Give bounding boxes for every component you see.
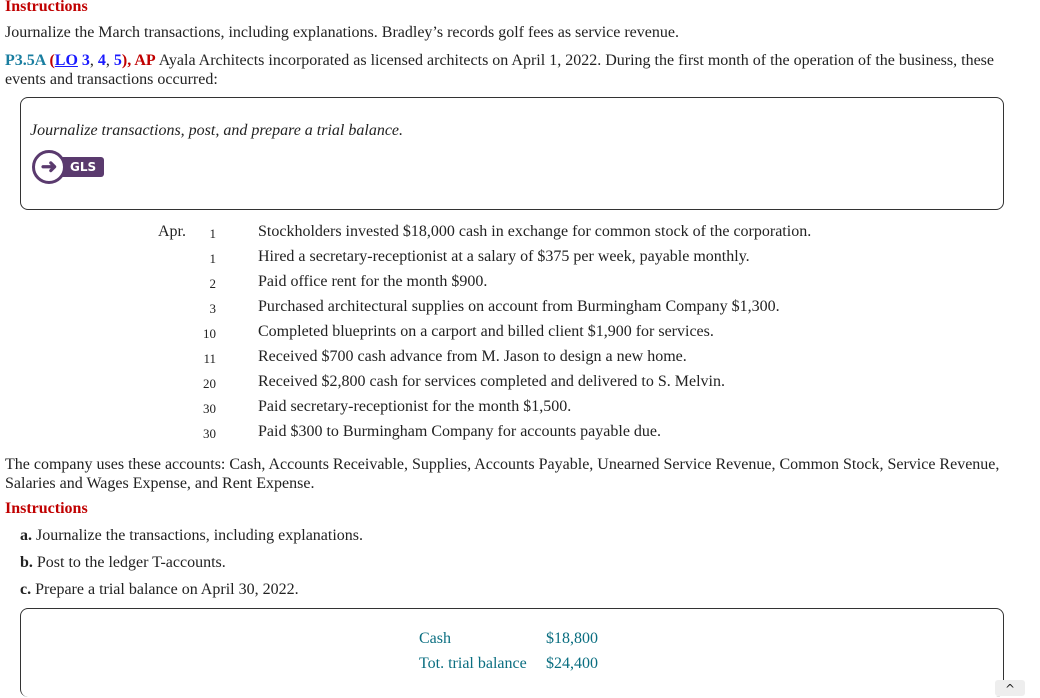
check-label-total: Tot. trial balance bbox=[419, 655, 527, 672]
check-value-total: $24,400 bbox=[546, 655, 598, 672]
chevron-up-icon: ^ bbox=[1004, 682, 1016, 696]
transaction-row bbox=[0, 398, 1040, 423]
transaction-row bbox=[0, 298, 1040, 323]
transaction-month: Apr. bbox=[158, 223, 186, 240]
transaction-row bbox=[0, 423, 1040, 448]
check-figures-box bbox=[20, 608, 1004, 697]
transaction-row bbox=[0, 323, 1040, 348]
lo-open: ( bbox=[45, 52, 55, 69]
transaction-day: 1 bbox=[209, 226, 216, 241]
step-b: b. Post to the ledger T-accounts. bbox=[20, 554, 226, 571]
transaction-text: Paid office rent for the month $900. bbox=[258, 273, 488, 290]
instructions-heading: Instructions bbox=[5, 0, 88, 15]
problem-text: Ayala Architects incorporated as licensed architects on April 1, 2022. During the first month of the operation of the business, these events and transactions occurred: bbox=[5, 52, 995, 88]
transaction-row bbox=[0, 223, 1040, 248]
gls-button[interactable] bbox=[32, 150, 104, 184]
arrow-right-icon: ➜ bbox=[32, 150, 66, 184]
transaction-day: 20 bbox=[203, 376, 216, 391]
transaction-text: Completed blueprints on a carport and billed client $1,900 for services. bbox=[258, 323, 714, 340]
transaction-text: Purchased architectural supplies on account from Burmingham Company $1,300. bbox=[258, 298, 780, 315]
transaction-day: 2 bbox=[209, 276, 216, 291]
prior-instruction: Journalize the March transactions, including explanations. Bradley’s records golf fees as service revenue. bbox=[5, 24, 679, 41]
transaction-row bbox=[0, 348, 1040, 373]
problem-id: P3.5A bbox=[5, 52, 46, 69]
transaction-text: Received $2,800 cash for services completed and delivered to S. Melvin. bbox=[258, 373, 725, 390]
transaction-row bbox=[0, 273, 1040, 298]
transaction-day: 30 bbox=[203, 401, 216, 416]
ap-tag: ), AP bbox=[121, 52, 156, 69]
transaction-row bbox=[0, 373, 1040, 398]
transaction-text: Paid secretary-receptionist for the month $1,500. bbox=[258, 398, 572, 415]
transaction-row bbox=[0, 248, 1040, 273]
step-a: a. Journalize the transactions, including explanations. bbox=[20, 527, 364, 544]
lo-4[interactable]: 4 bbox=[97, 52, 106, 69]
transaction-text: Stockholders invested $18,000 cash in exchange for common stock of the corporation. bbox=[258, 223, 812, 240]
transaction-day: 10 bbox=[203, 326, 216, 341]
scroll-up-button[interactable] bbox=[995, 680, 1025, 696]
transaction-day: 11 bbox=[203, 351, 216, 366]
transaction-text: Paid $300 to Burmingham Company for accounts payable due. bbox=[258, 423, 662, 440]
gls-label: GLS bbox=[58, 157, 104, 177]
lo-3[interactable]: 3 bbox=[81, 52, 90, 69]
transaction-day: 1 bbox=[209, 251, 216, 266]
transaction-text: Received $700 cash advance from M. Jason to design a new home. bbox=[258, 348, 687, 365]
step-c: c. Prepare a trial balance on April 30, 2022. bbox=[20, 581, 299, 598]
transaction-day: 3 bbox=[209, 301, 216, 316]
transaction-text: Hired a secretary-receptionist at a salary of $375 per week, payable monthly. bbox=[258, 248, 750, 265]
problem-statement: P3.5A (LO 3, 4, 5), AP Ayala Architects incorporated as licensed architects on April 1, 2022. During the first month of the operation of the business, these events and transactions occurred: bbox=[5, 52, 995, 88]
instructions2-heading: Instructions bbox=[5, 500, 88, 517]
accounts-text: The company uses these accounts: Cash, Accounts Receivable, Supplies, Accounts Payable, Unearned Service Revenue, Common Stock, Service Revenue, Salaries and Wages Expense, and Rent Expense. bbox=[5, 456, 1000, 492]
objective-box bbox=[20, 97, 1004, 210]
objective-text: Journalize transactions, post, and prepare a trial balance. bbox=[30, 122, 404, 139]
check-label-cash: Cash bbox=[419, 630, 451, 647]
transaction-day: 30 bbox=[203, 426, 216, 441]
check-value-cash: $18,800 bbox=[546, 630, 598, 647]
lo-link[interactable]: LO bbox=[54, 52, 78, 69]
lo-5[interactable]: 5 bbox=[113, 52, 122, 69]
